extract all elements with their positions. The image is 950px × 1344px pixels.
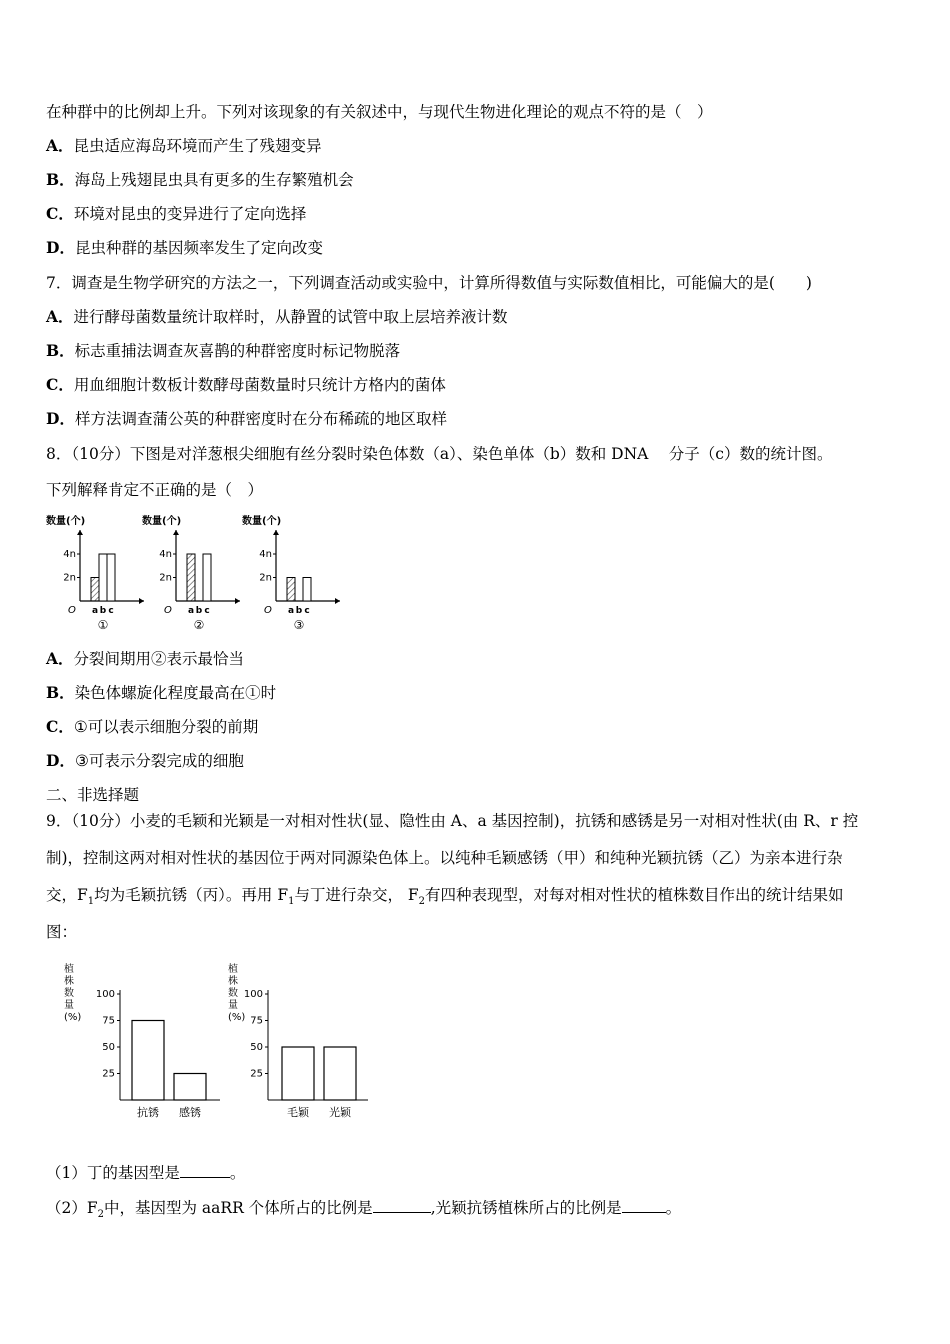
y-tick-label: 2n bbox=[63, 572, 76, 584]
bar-c bbox=[107, 554, 115, 601]
option-text: ①可以表示细胞分裂的前期 bbox=[73, 718, 259, 736]
x-tick-label: b bbox=[195, 606, 203, 616]
y-tick-label: 2n bbox=[259, 572, 272, 584]
q8-chart-3 bbox=[242, 514, 340, 632]
x-tick-label: c bbox=[108, 606, 114, 616]
q6-option-d[interactable] bbox=[46, 238, 323, 258]
option-text: ③可表示分裂完成的细胞 bbox=[74, 752, 244, 770]
q8-chart-2 bbox=[142, 514, 240, 632]
option-text: 标志重捕法调查灰喜鹊的种群密度时标记物脱落 bbox=[74, 342, 401, 360]
y-axis-label: 数量(个) bbox=[142, 516, 182, 527]
y-axis-arrow bbox=[173, 530, 179, 535]
option-text: 染色体螺旋化程度最高在①时 bbox=[74, 684, 277, 702]
section-title: 二、非选择题 bbox=[46, 786, 140, 804]
option-text: 海岛上残翅昆虫具有更多的生存繁殖机会 bbox=[74, 171, 354, 189]
x-tick-label: b bbox=[99, 606, 107, 616]
bar-光颖 bbox=[324, 1047, 356, 1100]
answer-blank[interactable] bbox=[373, 1198, 431, 1213]
y-axis-label: 植株数量(%) bbox=[64, 964, 82, 1023]
q9-stem-line-1: 9．（10分）小麦的毛颖和光颖是一对相对性状(显、隐性由 A、a 基因控制)，抗锈和感锈是另一对相对性状(由 R、r 控 bbox=[46, 812, 859, 830]
q7-option-b[interactable] bbox=[46, 341, 400, 361]
answer-blank[interactable] bbox=[180, 1163, 230, 1178]
y-tick-label: 25 bbox=[250, 1068, 263, 1080]
y-axis-label: 植株数量(%) bbox=[228, 964, 246, 1023]
text-segment: 。 bbox=[229, 1164, 246, 1182]
q8-option-d[interactable] bbox=[46, 751, 244, 771]
bar-毛颖 bbox=[282, 1047, 314, 1100]
text-segment: （2）F bbox=[46, 1199, 98, 1217]
option-letter: B． bbox=[46, 341, 75, 360]
y-axis-label: 数量(个) bbox=[46, 516, 86, 527]
origin-label: O bbox=[68, 605, 76, 616]
q6-option-c[interactable] bbox=[46, 204, 306, 224]
subscript: 1 bbox=[288, 896, 295, 908]
x-tick-label: c bbox=[204, 606, 210, 616]
y-tick-label: 75 bbox=[102, 1015, 115, 1027]
bar-c bbox=[303, 578, 311, 602]
text-segment: 。 bbox=[665, 1199, 682, 1217]
x-axis-arrow bbox=[139, 598, 144, 604]
x-axis-arrow bbox=[335, 598, 340, 604]
q6-stem: 在种群中的比例却上升。下列对该现象的有关叙述中，与现代生物进化理论的观点不符的是（ ） bbox=[46, 103, 713, 121]
option-letter: B． bbox=[46, 170, 75, 189]
x-tick-label: a bbox=[187, 606, 195, 616]
text-segment: 均为毛颖抗锈（丙）。再用 F bbox=[94, 886, 289, 904]
y-axis-arrow bbox=[273, 530, 279, 535]
option-text: 环境对昆虫的变异进行了定向选择 bbox=[73, 205, 307, 223]
q8-stem-2: 下列解释肯定不正确的是（ ） bbox=[46, 481, 264, 499]
y-axis-arrow bbox=[77, 530, 83, 535]
q7-option-c[interactable] bbox=[46, 375, 446, 395]
option-letter: C． bbox=[46, 204, 74, 223]
x-tick-label: 光颖 bbox=[329, 1106, 351, 1119]
text-segment: （1）丁的基因型是 bbox=[46, 1164, 180, 1182]
y-tick-label: 25 bbox=[102, 1068, 115, 1080]
text-segment: 与丁进行杂交， F bbox=[294, 886, 419, 904]
q9-stem-line-4: 图： bbox=[46, 923, 78, 941]
q8-option-c[interactable] bbox=[46, 717, 258, 737]
text-segment: ,光颖抗锈植株所占的比例是 bbox=[430, 1199, 622, 1217]
option-text: 昆虫适应海岛环境而产生了残翅变异 bbox=[73, 137, 322, 155]
bar-感锈 bbox=[174, 1074, 206, 1101]
q9-bar-charts bbox=[58, 958, 378, 1128]
q7-option-a[interactable] bbox=[46, 307, 508, 327]
text-segment: 中，基因型为 aaRR 个体所占的比例是 bbox=[104, 1199, 373, 1217]
chart-number-label: ③ bbox=[293, 618, 305, 632]
q9-stem-line-2: 制)，控制这两对相对性状的基因位于两对同源染色体上。以纯种毛颖感锈（甲）和纯种光颖抗锈（乙）为亲本进行杂 bbox=[46, 849, 843, 867]
y-tick-label: 2n bbox=[159, 572, 172, 584]
x-tick-label: 感锈 bbox=[179, 1106, 201, 1119]
q9-chart-2 bbox=[228, 962, 368, 1119]
y-tick-label: 50 bbox=[102, 1042, 115, 1053]
q9-sub-question-1 bbox=[46, 1163, 245, 1183]
option-text: 分裂间期用②表示最恰当 bbox=[73, 650, 245, 668]
y-tick-label: 4n bbox=[159, 549, 172, 560]
option-text: 样方法调查蒲公英的种群密度时在分布稀疏的地区取样 bbox=[74, 410, 447, 428]
origin-label: O bbox=[164, 605, 172, 616]
option-letter: A． bbox=[46, 136, 74, 155]
option-text: 昆虫种群的基因频率发生了定向改变 bbox=[74, 239, 323, 257]
bar-c bbox=[203, 554, 211, 601]
bar-抗锈 bbox=[132, 1021, 164, 1101]
q9-sub-question-2 bbox=[46, 1198, 681, 1225]
option-letter: A． bbox=[46, 307, 74, 326]
q7-stem: 7．调查是生物学研究的方法之一，下列调查活动或实验中，计算所得数值与实际数值相比，可能偏大的是( ) bbox=[46, 274, 812, 292]
subscript: 2 bbox=[97, 1209, 104, 1221]
chart-number-label: ① bbox=[97, 618, 109, 632]
origin-label: O bbox=[264, 605, 272, 616]
x-tick-label: 抗锈 bbox=[137, 1106, 159, 1119]
y-tick-label: 75 bbox=[250, 1015, 263, 1027]
bar-a bbox=[91, 578, 99, 602]
option-letter: D． bbox=[46, 751, 75, 770]
q6-option-b[interactable] bbox=[46, 170, 354, 190]
chart-number-label: ② bbox=[193, 618, 205, 632]
bar-a bbox=[287, 578, 295, 602]
x-tick-label: c bbox=[304, 606, 310, 616]
option-letter: D． bbox=[46, 238, 75, 257]
option-letter: C． bbox=[46, 375, 74, 394]
option-letter: D． bbox=[46, 409, 75, 428]
q9-stem-line-3 bbox=[46, 885, 844, 912]
option-text: 进行酵母菌数量统计取样时，从静置的试管中取上层培养液计数 bbox=[73, 308, 508, 326]
q8-bar-charts bbox=[40, 508, 370, 636]
option-text: 用血细胞计数板计数酵母菌数量时只统计方格内的菌体 bbox=[73, 376, 446, 394]
option-letter: A． bbox=[46, 649, 74, 668]
y-tick-label: 4n bbox=[259, 549, 272, 560]
x-axis-arrow bbox=[235, 598, 240, 604]
x-tick-label: 毛颖 bbox=[287, 1106, 309, 1119]
answer-blank[interactable] bbox=[622, 1198, 666, 1213]
text-segment: 交，F bbox=[46, 886, 88, 904]
y-axis-label: 数量(个) bbox=[242, 516, 282, 527]
y-tick-label: 100 bbox=[95, 989, 115, 1000]
text-segment: 有四种表现型，对每对相对性状的植株数目作出的统计结果如 bbox=[425, 886, 844, 904]
x-tick-label: a bbox=[287, 606, 295, 616]
q7-option-d[interactable] bbox=[46, 409, 447, 429]
q8-chart-1 bbox=[46, 514, 144, 632]
bar-a bbox=[187, 554, 195, 601]
q8-option-a[interactable] bbox=[46, 649, 244, 669]
y-tick-label: 100 bbox=[243, 989, 263, 1000]
q9-chart-1 bbox=[64, 962, 220, 1119]
x-tick-label: b bbox=[295, 606, 303, 616]
bar-b bbox=[99, 554, 107, 601]
option-letter: C． bbox=[46, 717, 74, 736]
x-tick-label: a bbox=[91, 606, 99, 616]
q8-stem: 8．（10分）下图是对洋葱根尖细胞有丝分裂时染色体数（a）、染色单体（b）数和 DNA 分子（c）数的统计图。 bbox=[46, 445, 833, 463]
option-letter: B． bbox=[46, 683, 75, 702]
q8-option-b[interactable] bbox=[46, 683, 276, 703]
y-tick-label: 4n bbox=[63, 549, 76, 560]
q6-option-a[interactable] bbox=[46, 136, 322, 156]
subscript: 1 bbox=[87, 896, 95, 908]
y-tick-label: 50 bbox=[250, 1042, 263, 1053]
subscript: 2 bbox=[418, 896, 426, 908]
